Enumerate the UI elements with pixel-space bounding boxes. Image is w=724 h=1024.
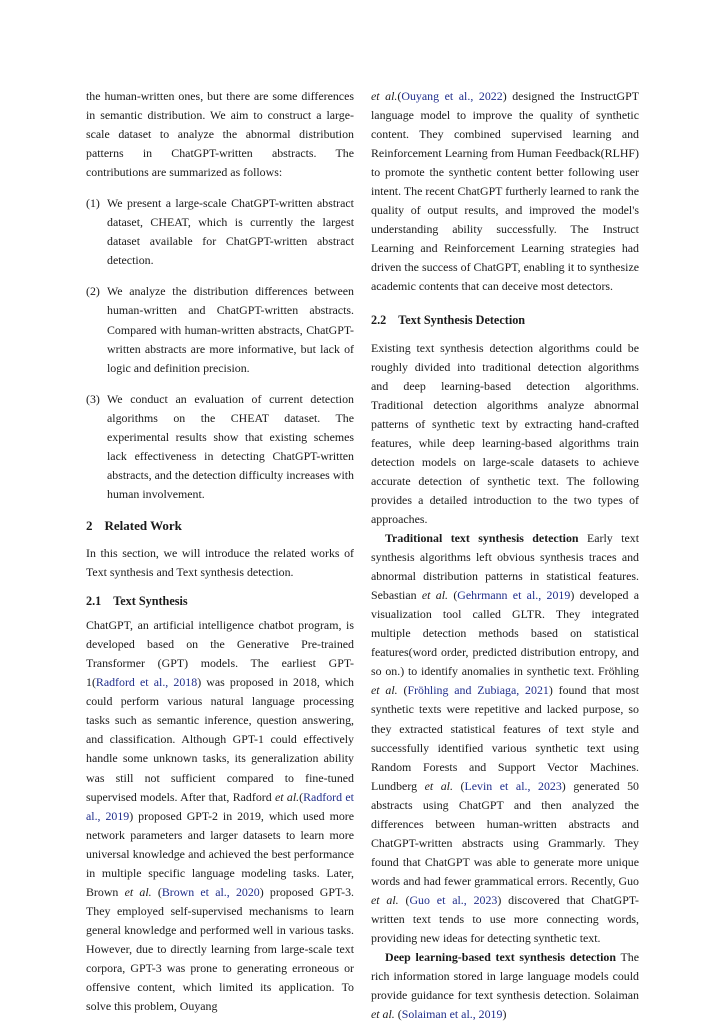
paragraph-traditional-detection: [371, 529, 639, 948]
citation-link[interactable]: Radford et al., 2018: [95, 675, 198, 690]
text: (: [452, 778, 465, 793]
text: Early text synthesis algorithms left obvious synthesis traces and abnormal distribution patterns in statistical features. Sebastian: [371, 531, 640, 603]
section-intro: In this section, we will introduce the related works of Text synthesis and Text synthesis detection.: [86, 545, 354, 580]
text: ) proposed GPT-2 in 2019, which used more network parameters and larger datasets to learn more universal knowledge and achieved the best performance in multiple specific language modeling tasks. Later, Brown: [86, 808, 354, 899]
text: ChatGPT, an artificial intelligence chatbot program, is developed based on the Generative Pre-trained Transformer (GPT) models. The earliest GPT-1(: [86, 618, 354, 690]
et-al: et al.: [371, 683, 398, 698]
text: (: [448, 588, 458, 603]
text: ) was proposed in 2018, which could perform various natural language processing tasks such as semantic inference, question answering, and classification. Although GPT-1 could effectively handle some unknown tasks, its generalization ability was still not sufficient compared to fine-tuned supervised models. After that, Radford: [86, 675, 354, 804]
text: (: [397, 89, 402, 103]
text: ) proposed GPT-3. They employed self-supervised mechanisms to learn general knowledge and performed well in various tasks. However, due to directly learning from large-scale text corpora, GPT-3 was prone to generating erroneous or offensive content, which limited its application. To solve this problem, Ouyang: [86, 884, 354, 1014]
text: (: [394, 1007, 402, 1022]
text: ) designed the InstructGPT language model to improve the quality of synthetic content. They combined supervised learning and Reinforcement Learning from Human Feedback(RLHF) to promote the synthetic content better following user intent. The recent ChatGPT furtherly learned to rank the quality of output results, and improved the model's understanding ability successfully. The Instruct Learning and Reinforcement Learning strategies had driven the success of ChatGPT, enabling it to synthesize academic contents that can deceive most detectors.: [371, 89, 639, 294]
subsection-heading-detection: [371, 311, 639, 330]
right-column: [371, 87, 639, 1024]
et-al: et al.: [371, 89, 398, 103]
paragraph-text-synthesis: [86, 616, 354, 1016]
paragraph-detection-overview: Existing text synthesis detection algorithms could be roughly divided into traditional detection algorithms and deep learning-based detection algorithms. Traditional detection algorithms analyze abnormal patterns of synthetic text by extracting hand-crafted features, while deep learning-based algorithms train detection models on large-scale datasets to achieve accurate detection of synthetic text. The following provides a detailed introduction to the two types of approaches.: [371, 340, 639, 526]
citation-link[interactable]: Guo et al., 2023: [409, 892, 498, 907]
et-al: et al.: [421, 588, 449, 603]
et-al: et al.: [124, 884, 152, 899]
run-in-heading: Deep learning-based text synthesis detection: [385, 950, 616, 965]
list-item-text: We conduct an evaluation of current detection algorithms on the CHEAT dataset. The experimental results show that existing schemes lack effectiveness in detecting ChatGPT-written abstracts, and the detection difficulty increases with human involvement.: [107, 391, 354, 501]
list-item-number: (3): [86, 391, 100, 406]
citation-link[interactable]: Gehrmann et al., 2019: [457, 588, 571, 603]
run-in-heading: Traditional text synthesis detection: [385, 531, 579, 546]
text: (: [299, 789, 304, 804]
text: ): [502, 1007, 507, 1022]
text: ) discovered that ChatGPT-written text tends to use more connecting words, providing new ideas for detecting synthetic text.: [371, 892, 639, 946]
et-al: et al.: [371, 1007, 395, 1022]
et-al: et al.: [371, 892, 399, 907]
section-number: 2: [86, 517, 93, 533]
subsection-title: Text Synthesis: [113, 594, 188, 609]
list-item-number: (2): [86, 284, 100, 299]
left-column: [86, 87, 354, 1016]
citation-link[interactable]: Brown et al., 2020: [161, 884, 260, 899]
citation-link[interactable]: Solaiman et al., 2019: [401, 1007, 503, 1022]
paragraph-deep-learning-detection: [371, 948, 639, 1024]
subsection-number: 2.1: [86, 594, 102, 609]
text: (: [151, 884, 162, 899]
et-al: et al.: [424, 778, 453, 793]
contributions-list: [86, 194, 354, 504]
list-item: [86, 194, 354, 270]
citation-link[interactable]: Levin et al., 2023: [464, 778, 562, 793]
subsection-heading-text-synthesis: [86, 592, 354, 611]
section-heading-related-work: [86, 516, 354, 535]
section-title: Related Work: [104, 517, 182, 533]
list-item: [86, 282, 354, 377]
citation-link[interactable]: Ouyang et al., 2022: [401, 89, 503, 103]
subsection-number: 2.2: [371, 312, 387, 327]
citation-link[interactable]: Fröhling and Zubiaga, 2021: [407, 683, 549, 698]
intro-paragraph: the human-written ones, but there are some differences in semantic distribution. We aim to construct a large-scale dataset to analyze the abnormal distribution patterns in ChatGPT-written abstracts. The contributions are summarized as follows:: [86, 89, 354, 180]
text: The rich information stored in large language models could provide guidance for text synthesis detection. Solaiman: [371, 950, 639, 1003]
list-item-text: We analyze the distribution differences between human-written and ChatGPT-written abstracts. Compared with human-written abstracts, ChatGPT-written abstracts are more informative, but lack of logic and definition precision.: [107, 284, 354, 375]
text: ) found that most synthetic texts were repetitive and lacked purpose, so they extracted statistical features of text style and successfully identified various synthetic text using Random Forests and Support Vector Machines. Lundberg: [371, 683, 640, 793]
text: ) generated 50 abstracts using ChatGPT and then analyzed the differences between human-written abstracts and ChatGPT-written abstracts using Grammarly. They found that ChatGPT was able to generate more unique words and had fewer grammatical errors. Recently, Guo: [371, 778, 639, 888]
text: (: [397, 683, 408, 698]
list-item: [86, 390, 354, 504]
list-item-text: We present a large-scale ChatGPT-written abstract dataset, CHEAT, which is currently the largest dataset available for ChatGPT-written abstract detection.: [107, 196, 354, 268]
text: ) developed a visualization tool called GLTR. They integrated multiple detection methods based on statistical features(word order, predicted distribution entropy, and so on.) to identify anomalies in synthetic text. Fröhling: [371, 588, 640, 679]
paragraph-instructgpt: [371, 87, 639, 297]
subsection-title: Text Synthesis Detection: [398, 312, 526, 327]
et-al: et al.: [275, 789, 300, 804]
citation-link[interactable]: Radford et al., 2019: [86, 789, 354, 823]
list-item-number: (1): [86, 196, 100, 211]
text: (: [398, 892, 410, 907]
